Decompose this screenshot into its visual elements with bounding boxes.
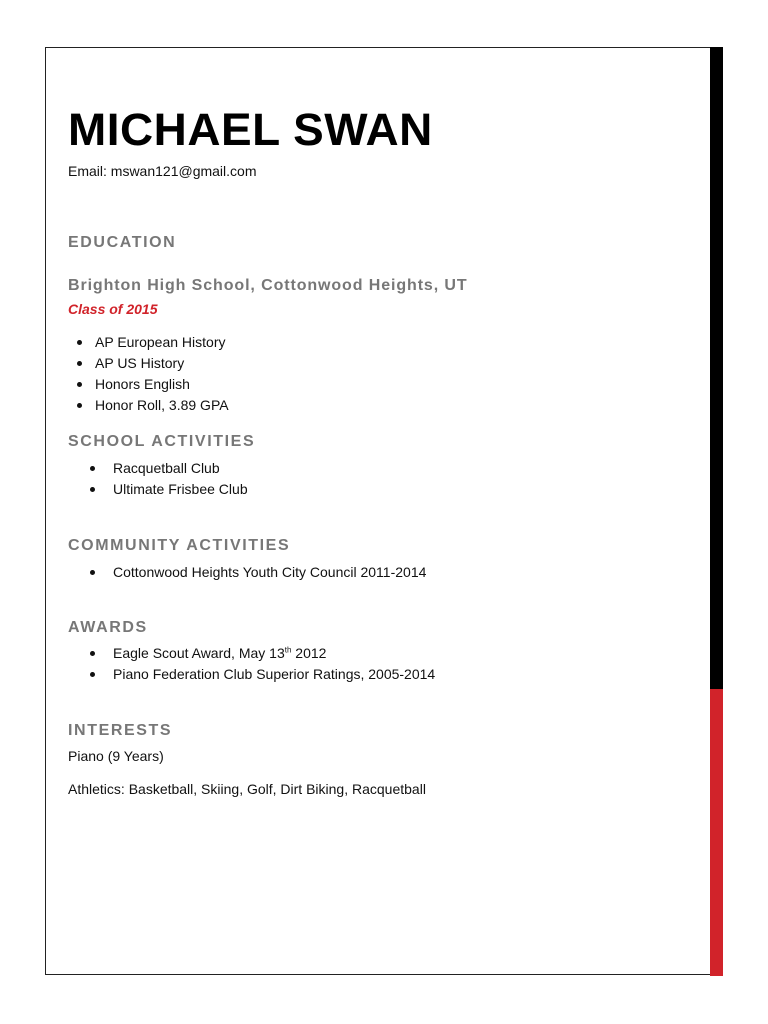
- awards-list: [113, 643, 435, 685]
- community-activities-list: [113, 562, 426, 583]
- resume-page: [45, 47, 722, 975]
- list-item: Honor Roll, 3.89 GPA: [95, 395, 229, 416]
- side-bar-red: [710, 689, 723, 976]
- list-item: Honors English: [95, 374, 229, 395]
- list-item: Piano Federation Club Superior Ratings, 2005-2014: [113, 664, 435, 685]
- list-item: AP US History: [95, 353, 229, 374]
- list-item: Ultimate Frisbee Club: [113, 479, 248, 500]
- awards-heading: AWARDS: [68, 619, 148, 636]
- interest-line: Piano (9 Years): [68, 748, 164, 764]
- class-of: Class of 2015: [68, 301, 158, 317]
- education-heading: EDUCATION: [68, 234, 177, 251]
- school-name: Brighton High School, Cottonwood Heights, UT: [68, 277, 468, 294]
- list-item: Racquetball Club: [113, 458, 248, 479]
- applicant-name: MICHAEL SWAN: [68, 104, 433, 155]
- interests-heading: INTERESTS: [68, 722, 173, 739]
- side-bar-black: [710, 47, 723, 689]
- school-activities-list: [113, 458, 248, 500]
- community-activities-heading: COMMUNITY ACTIVITIES: [68, 537, 291, 554]
- award-ordinal-suffix: th: [284, 645, 292, 655]
- email-line: Email: mswan121@gmail.com: [68, 163, 257, 179]
- award-text: Eagle Scout Award, May 13: [113, 645, 285, 661]
- list-item: [113, 643, 435, 664]
- award-year: 2012: [291, 645, 327, 661]
- interest-line: Athletics: Basketball, Skiing, Golf, Dirt Biking, Racquetball: [68, 781, 426, 797]
- school-activities-heading: SCHOOL ACTIVITIES: [68, 433, 256, 450]
- list-item: Cottonwood Heights Youth City Council 2011-2014: [113, 562, 426, 583]
- education-list: [95, 332, 229, 416]
- list-item: AP European History: [95, 332, 229, 353]
